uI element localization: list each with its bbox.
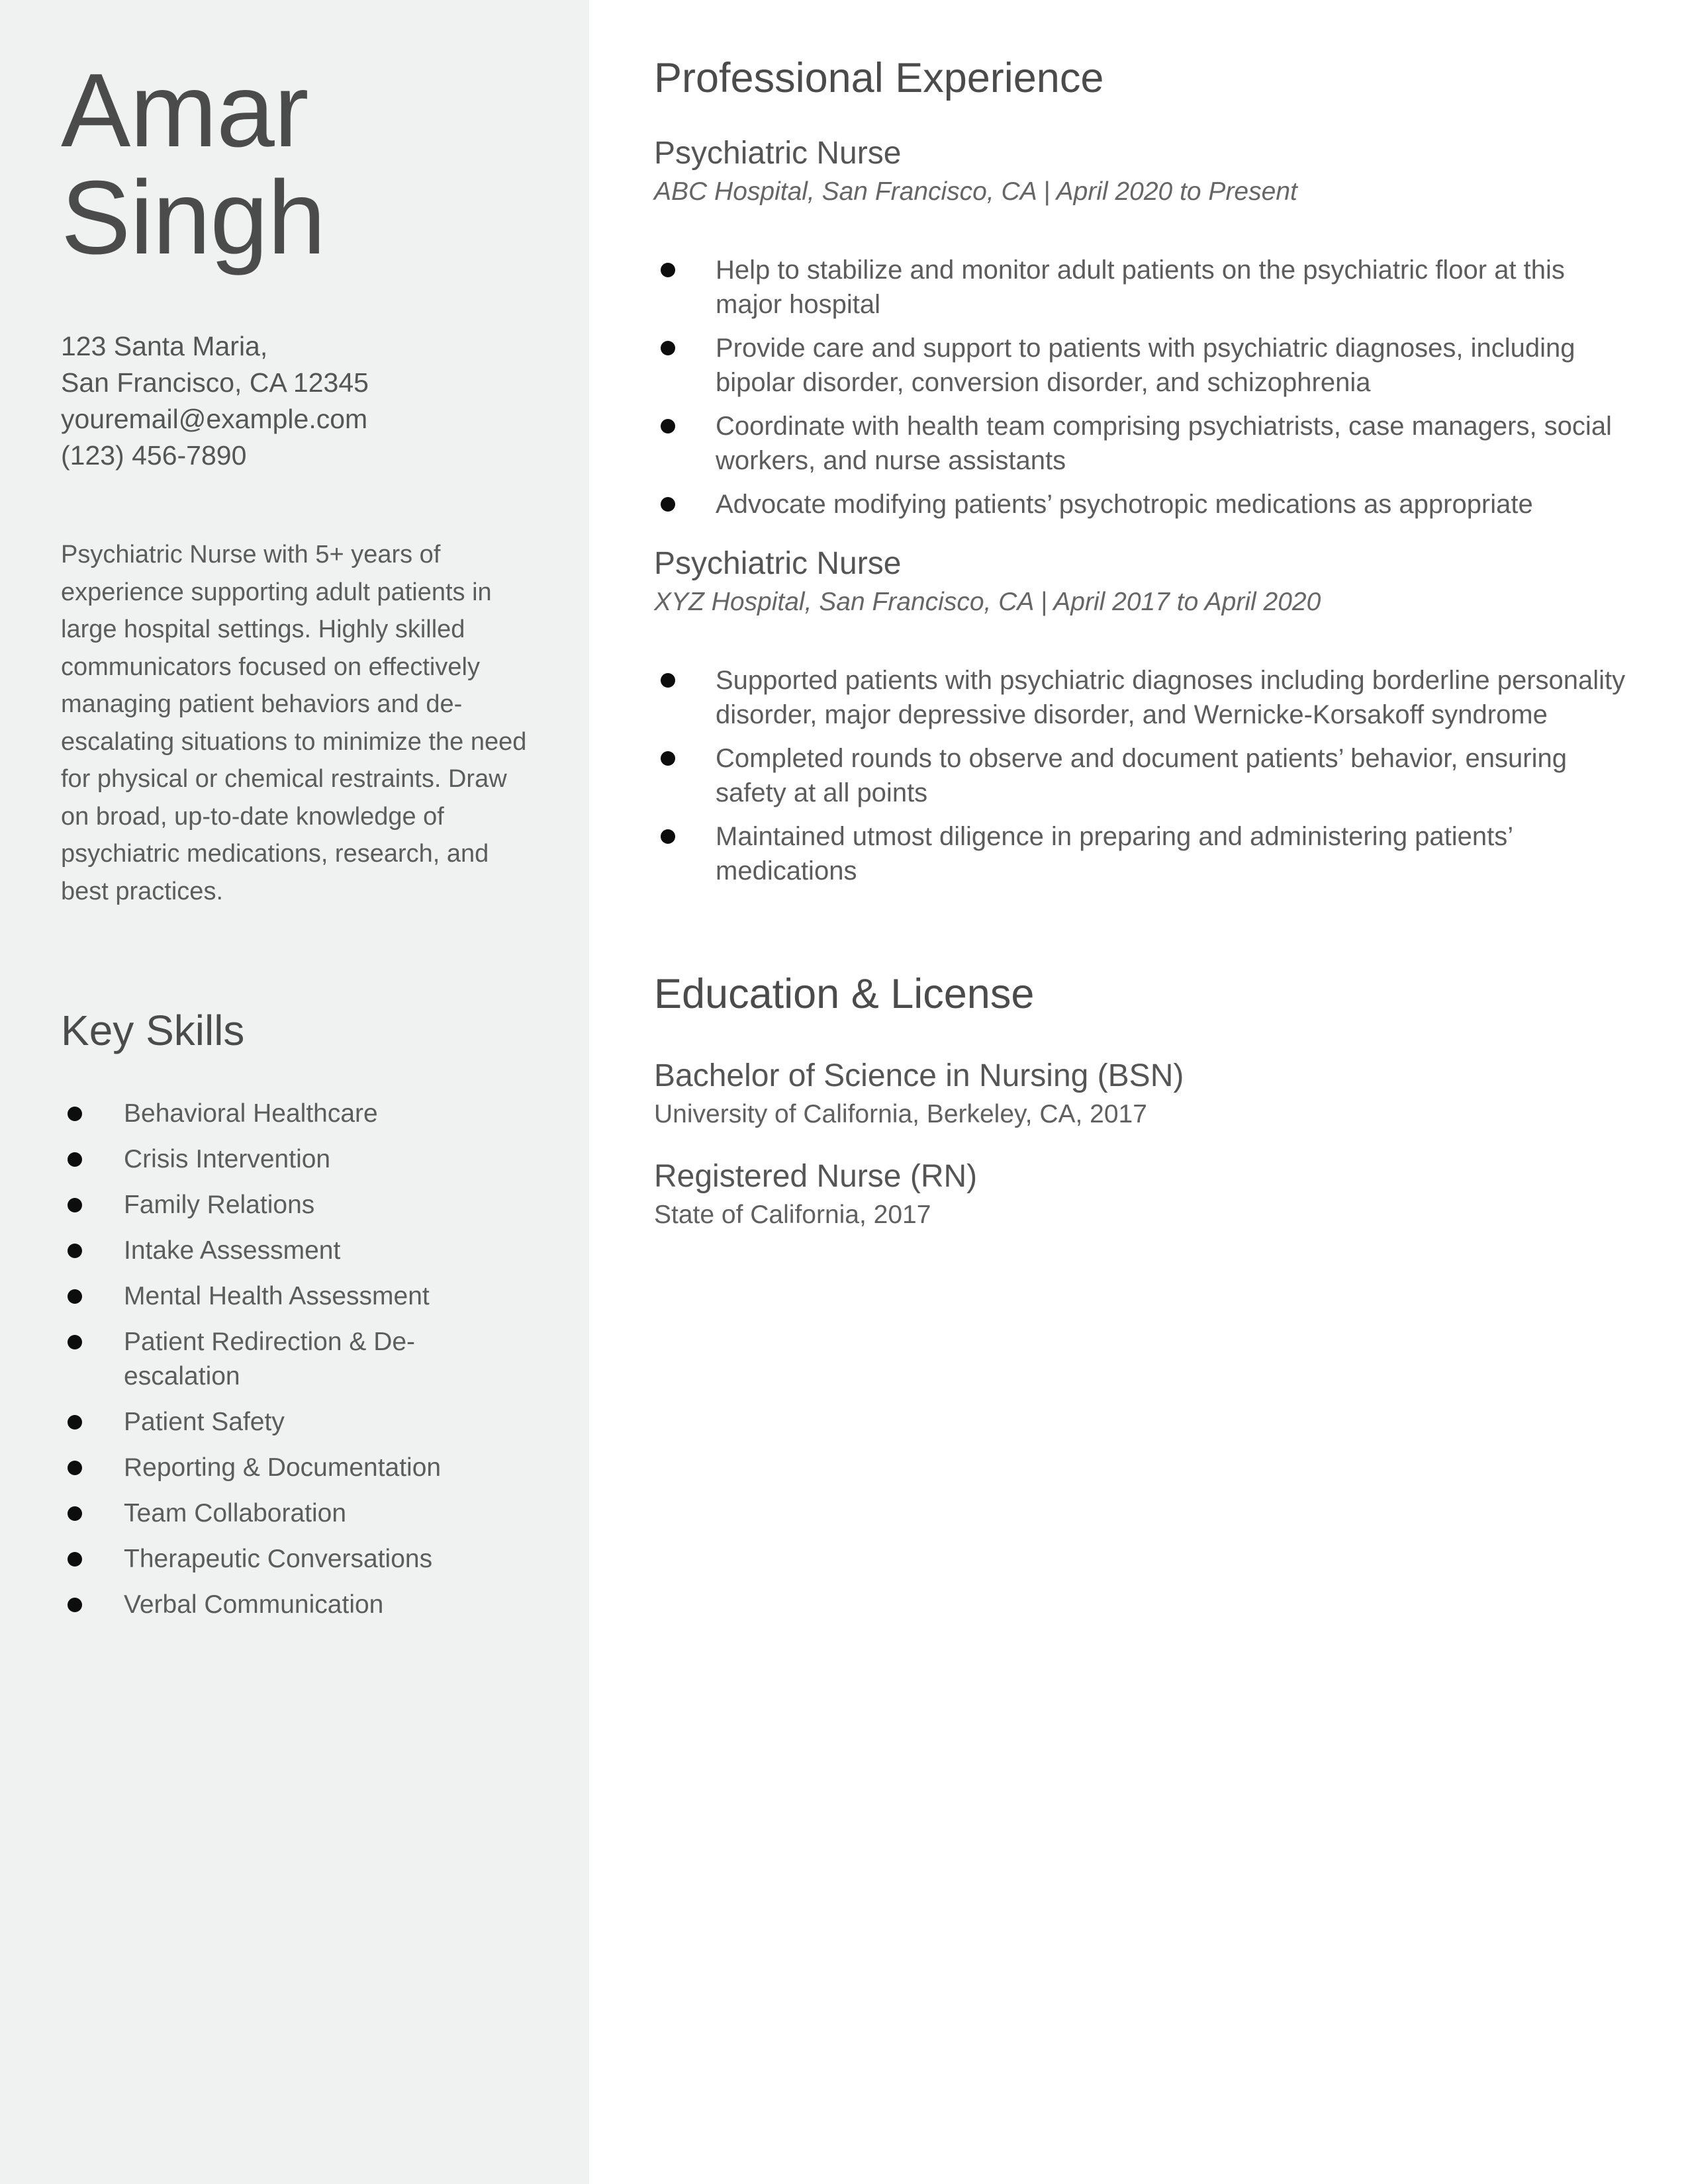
bullet-icon [68,1244,82,1258]
skill-label: Patient Safety [124,1408,285,1436]
job-bullet [654,487,1634,522]
skill-label: Reporting & Documentation [124,1453,442,1482]
skill-item [61,1451,538,1485]
email: youremail@example.com [61,404,368,434]
skill-item [61,1325,435,1394]
bullet-icon [68,1198,82,1212]
job-entry [654,132,1634,522]
sidebar [0,0,589,2184]
skill-label: Verbal Communication [124,1590,384,1619]
bullet-icon [661,829,675,844]
bullet-text: Help to stabilize and monitor adult patients on the psychiatric floor at this major hospital [716,255,1565,319]
skill-item [61,1496,538,1531]
address-line-1: 123 Santa Maria, [61,331,268,361]
name-first: Amar [61,52,308,169]
job-meta: XYZ Hospital, San Francisco, CA | April 2017 to April 2020 [654,588,1321,616]
skill-item [61,1188,538,1222]
education-heading: Education & License [654,971,1035,1017]
skill-label: Family Relations [124,1191,315,1219]
job-entry [654,543,1634,888]
name-last: Singh [61,159,326,276]
skill-item [61,1588,538,1622]
skill-item [61,1142,538,1177]
bullet-icon [661,419,675,433]
job-bullet [654,663,1634,732]
job-meta: ABC Hospital, San Francisco, CA | April 2020 to Present [654,177,1297,206]
experience-heading: Professional Experience [654,55,1104,101]
main-content [654,52,1634,1232]
bullet-icon [68,1415,82,1430]
bullet-icon [661,497,675,512]
job-bullets [654,253,1634,522]
bullet-text: Supported patients with psychiatric diagnoses including borderline personality disorder, major depressive disorder, and Wernicke-Korsakoff syndrome [716,666,1626,729]
job-bullet [654,253,1634,322]
skill-item [61,1405,538,1439]
bullet-icon [661,263,675,277]
education-entry [654,1156,1634,1232]
skill-label: Behavioral Healthcare [124,1099,378,1128]
bullet-text: Advocate modifying patients’ psychotropic medications as appropriate [716,490,1533,519]
professional-summary: Psychiatric Nurse with 5+ years of experience supporting adult patients in large hospital settings. Highly skilled communicators focused on effectively managing patient behaviors and de-escalating situations to minimize the need for physical or chemical restraints. Draw on broad, up-to-date knowledge of psychiatric medications, research, and best practices. [61,541,527,905]
contact-block [61,328,538,474]
skill-label: Crisis Intervention [124,1145,331,1173]
bullet-icon [68,1506,82,1521]
bullet-text: Maintained utmost diligence in preparing and administering patients’ medications [716,822,1513,886]
degree-meta: University of California, Berkeley, CA, 2017 [654,1100,1147,1128]
skills-heading: Key Skills [61,1007,245,1054]
candidate-name [61,52,538,276]
job-bullet [654,741,1634,810]
skill-item [61,1279,538,1314]
bullet-icon [661,751,675,766]
bullet-icon [661,341,675,355]
bullet-text: Provide care and support to patients with psychiatric diagnoses, including bipolar disorder, conversion disorder, and schizophrenia [716,334,1575,397]
job-bullet [654,409,1634,478]
bullet-icon [661,673,675,688]
skill-label: Team Collaboration [124,1499,347,1527]
education-section [654,968,1634,1232]
skill-label: Mental Health Assessment [124,1282,430,1310]
skills-list [61,1097,538,1622]
job-bullet [654,331,1634,400]
experience-section [654,52,1634,888]
job-title: Psychiatric Nurse [654,546,902,581]
bullet-icon [68,1335,82,1349]
bullet-icon [68,1598,82,1612]
skill-label: Patient Redirection & De-escalation [124,1328,416,1390]
job-bullet [654,819,1634,888]
skill-item [61,1097,538,1131]
bullet-icon [68,1107,82,1121]
bullet-icon [68,1461,82,1475]
bullet-text: Completed rounds to observe and document patients’ behavior, ensuring safety at all points [716,744,1567,807]
license-title: Registered Nurse (RN) [654,1159,978,1194]
skill-item [61,1542,538,1576]
job-title: Psychiatric Nurse [654,136,902,171]
bullet-icon [68,1152,82,1167]
bullet-text: Coordinate with health team comprising psychiatrists, case managers, social workers, and nurse assistants [716,412,1612,475]
phone: (123) 456-7890 [61,440,247,471]
bullet-icon [68,1552,82,1567]
education-entry [654,1055,1634,1132]
job-bullets [654,663,1634,888]
skill-item [61,1234,538,1268]
skill-label: Therapeutic Conversations [124,1545,433,1573]
sidebar-content [61,52,538,1633]
skill-label: Intake Assessment [124,1236,341,1265]
license-meta: State of California, 2017 [654,1201,931,1229]
degree-title: Bachelor of Science in Nursing (BSN) [654,1058,1184,1093]
address-line-2: San Francisco, CA 12345 [61,367,369,398]
bullet-icon [68,1289,82,1304]
